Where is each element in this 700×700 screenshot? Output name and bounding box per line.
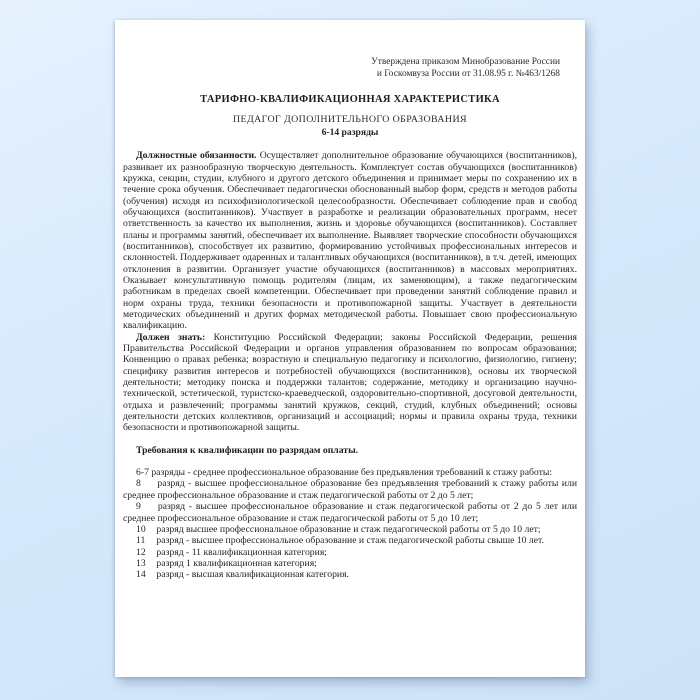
must-know-paragraph <box>123 332 577 434</box>
document-title: ТАРИФНО-КВАЛИФИКАЦИОННАЯ ХАРАКТЕРИСТИКА <box>200 94 500 106</box>
requirements-heading: Требования к квалификации по разрядам оплаты. <box>136 444 359 456</box>
document-page <box>115 20 585 677</box>
must-know-label: Должен знать: <box>136 331 206 343</box>
grade-number: 10 <box>136 523 146 535</box>
list-item-text: разряд - высшее профессиональное образование без предъявления требований к стажу работы или среднее профессиональное образование и стаж педагогической работы от 2 до 5 лет; <box>123 478 577 501</box>
document-content <box>115 57 585 581</box>
list-item-text: разряд 1 квалификационная категория; <box>156 557 317 569</box>
list-item-text: разряд высшее профессиональное образование и стаж педагогической работы от 5 до 10 лет; <box>156 523 541 535</box>
grade-number: 12 <box>136 546 146 558</box>
document-body <box>123 150 577 580</box>
grade-range: 6-14 разряды <box>321 127 379 139</box>
grade-number: 14 <box>136 569 146 581</box>
list-item <box>123 467 577 478</box>
list-item-text: разряд - 11 квалификационная категория; <box>156 546 327 558</box>
duties-text: Осуществляет дополнительное образование обучающихся (воспитанников), развивает их разнообразную творческую деятельность. Комплектует состав обучающихся (воспитанников) кружка, секции, студии, клубного и другого детского объединения и принимает меры по сохранению их в течение срока обучения. Обеспечивает педагогически обоснованный выбор форм, средств и методов работы (обучения) исходя из психофизиологической целесообразности. Обеспечивает соблюдение прав и свобод обучающихся (воспитанников). Участвует в разработке и реализации образовательных программ, несет ответственность за качество их выполнения, жизнь и здоровье обучающихся (воспитанников). Составляет планы и программы занятий, обеспечивает их выполнение. Выявляет творческие способности обучающихся (воспитанников), способствует их развитию, формированию устойчивых профессиональных интересов и склонностей. Поддерживает одаренных и талантливых обучающихся (воспитанников), в т.ч. детей, имеющих отклонения в развитии. Организует участие обучающихся (воспитанников) в массовых мероприятиях. Оказывает консультативную помощь родителям (лицам, их заменяющим), а также педагогическим работникам в пределах своей компетенции. Обеспечивает при проведении занятий соблюдение правил и норм охраны труда, техники безопасности и противопожарной защиты. Участвует в деятельности методических объединений и других формах методической работы. Повышает свою профессиональную квалификацию. <box>123 150 578 332</box>
list-item-text: разряд - высшее профессиональное образование и стаж педагогической работы свыше 10 лет. <box>156 535 544 547</box>
duties-label: Должностные обязанности. <box>136 150 257 162</box>
grade-number: 13 <box>136 557 146 569</box>
grade-number: 11 <box>136 535 146 547</box>
list-item <box>123 478 577 501</box>
list-item-text: разряд - высшее профессиональное образование и стаж педагогической работы от 2 до 5 лет или среднее профессиональное образование и стаж педагогической работы от 5 до 10 лет; <box>123 501 578 524</box>
must-know-text: Конституцию Российской Федерации; законы Российской Федерации, решения Правительства Российской Федерации и органов управления образованием по вопросам образования; Конвенцию о правах ребенка; возрастную и специальную педагогику и психологию, физиологию, гигиену; специфику развития интересов и потребностей обучающихся (воспитанников), основы их творческой деятельности; методику поиска и поддержки талантов; содержание, методику и организацию научно-технической, эстетической, туристско-краеведческой, оздоровительно-спортивной, досуговой деятельности, отдыха и развлечений; программы занятий кружков, секций, студий, клубных объединений; основы деятельности детских коллективов, организаций и ассоциаций; нормы и правила охраны труда, техники безопасности и противопожарной защиты. <box>123 331 578 434</box>
list-item-text: 6-7 разряды - среднее профессиональное образование без предъявления требований к стажу работы: <box>136 467 553 479</box>
list-item <box>123 558 577 569</box>
requirements-list <box>123 467 577 580</box>
list-item-text: разряд - высшая квалификационная категория. <box>156 569 349 581</box>
grade-number: 9 <box>136 501 141 513</box>
approval-note <box>123 57 577 80</box>
list-item <box>123 524 577 535</box>
grade-number: 8 <box>136 478 141 490</box>
list-item <box>123 569 577 580</box>
position-title: ПЕДАГОГ ДОПОЛНИТЕЛЬНОГО ОБРАЗОВАНИЯ <box>233 114 467 126</box>
approval-line-1: Утверждена приказом Минобразование России <box>371 57 560 67</box>
list-item <box>123 547 577 558</box>
approval-line-2: и Госкомвуза России от 31.08.95 г. №463/1268 <box>376 68 560 79</box>
duties-paragraph <box>123 150 577 332</box>
list-item <box>123 535 577 546</box>
list-item <box>123 501 577 524</box>
